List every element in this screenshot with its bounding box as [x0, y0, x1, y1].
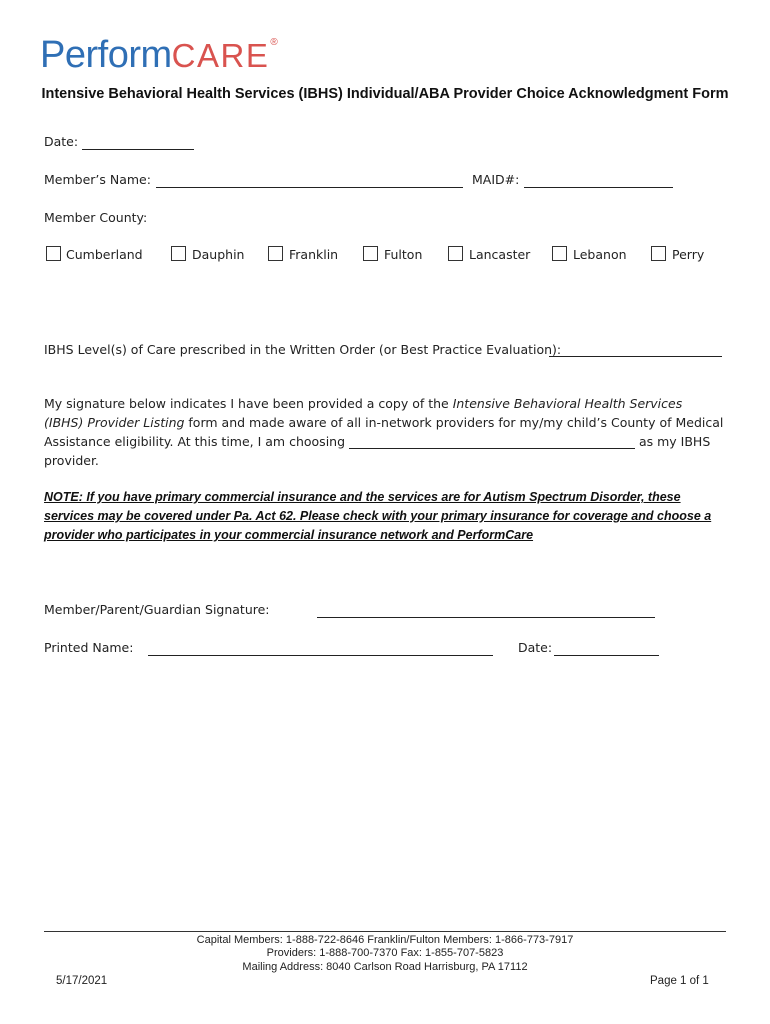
member-name-label: Member’s Name: [44, 172, 151, 187]
checkbox-lebanon[interactable] [552, 246, 567, 261]
footer-date: 5/17/2021 [56, 975, 108, 987]
county-label-lancaster: Lancaster [469, 247, 531, 262]
footer-phone-line: Capital Members: 1-888-722-8646 Franklin/Fulton Members: 1-866-773-7917 [196, 934, 574, 946]
paragraph-text-2: form and made aware of all in-network providers for my/my child’s County of Medical Assistance eligibility. At this time, I am choosing [44, 415, 724, 449]
acknowledgment-paragraph [44, 394, 724, 470]
date-label: Date: [44, 134, 79, 149]
checkbox-lancaster[interactable] [448, 246, 463, 261]
county-label-franklin: Franklin [289, 247, 339, 262]
county-label-perry: Perry [672, 247, 705, 262]
printed-name-field[interactable] [148, 655, 493, 656]
insurance-note: NOTE: If you have primary commercial insurance and the services are for Autism Spectrum Disorder, these services may be covered under Pa. Act 62. Please check with your primary insurance for coverage and choose a provider who participates in your commercial insurance network and PerformCare [44, 490, 712, 542]
date-field[interactable] [82, 149, 194, 150]
form-title: Intensive Behavioral Health Services (IBHS) Individual/ABA Provider Choice Acknowledgment Form [41, 86, 729, 102]
performcare-logo [40, 34, 278, 77]
provider-listing-title: Intensive Behavioral Health Services (IBHS) Provider Listing [44, 396, 683, 430]
logo-care-text: CARE [171, 37, 270, 74]
signature-date-label: Date: [518, 640, 553, 655]
chosen-provider-field[interactable] [349, 434, 635, 449]
paragraph-text-1: My signature below indicates I have been provided a copy of the [44, 396, 453, 411]
checkbox-franklin[interactable] [268, 246, 283, 261]
county-label-lebanon: Lebanon [573, 247, 627, 262]
checkbox-cumberland[interactable] [46, 246, 61, 261]
county-label-cumberland: Cumberland [66, 247, 143, 262]
signature-label: Member/Parent/Guardian Signature: [44, 602, 270, 617]
signature-date-field[interactable] [554, 655, 659, 656]
paragraph-text-3: as my IBHS provider. [44, 434, 711, 468]
maid-label: MAID#: [472, 172, 520, 187]
ibhs-level-field[interactable] [549, 356, 722, 357]
footer-provider-line: Providers: 1-888-700-7370 Fax: 1-855-707-5823 [266, 947, 504, 959]
county-label-fulton: Fulton [384, 247, 423, 262]
county-label-dauphin: Dauphin [192, 247, 245, 262]
footer-address-line: Mailing Address: 8040 Carlson Road Harrisburg, PA 17112 [242, 961, 528, 973]
signature-field[interactable] [317, 617, 655, 618]
footer-divider [44, 931, 726, 932]
logo-perform-text: Perform [40, 34, 172, 76]
ibhs-level-label: IBHS Level(s) of Care prescribed in the Written Order (or Best Practice Evaluation): [44, 342, 562, 357]
maid-field[interactable] [524, 187, 673, 188]
footer-page-number: Page 1 of 1 [650, 975, 709, 987]
printed-name-label: Printed Name: [44, 640, 134, 655]
registered-mark: ® [270, 37, 278, 48]
checkbox-fulton[interactable] [363, 246, 378, 261]
member-name-field[interactable] [156, 187, 463, 188]
checkbox-perry[interactable] [651, 246, 666, 261]
member-county-label: Member County: [44, 210, 148, 225]
checkbox-dauphin[interactable] [171, 246, 186, 261]
